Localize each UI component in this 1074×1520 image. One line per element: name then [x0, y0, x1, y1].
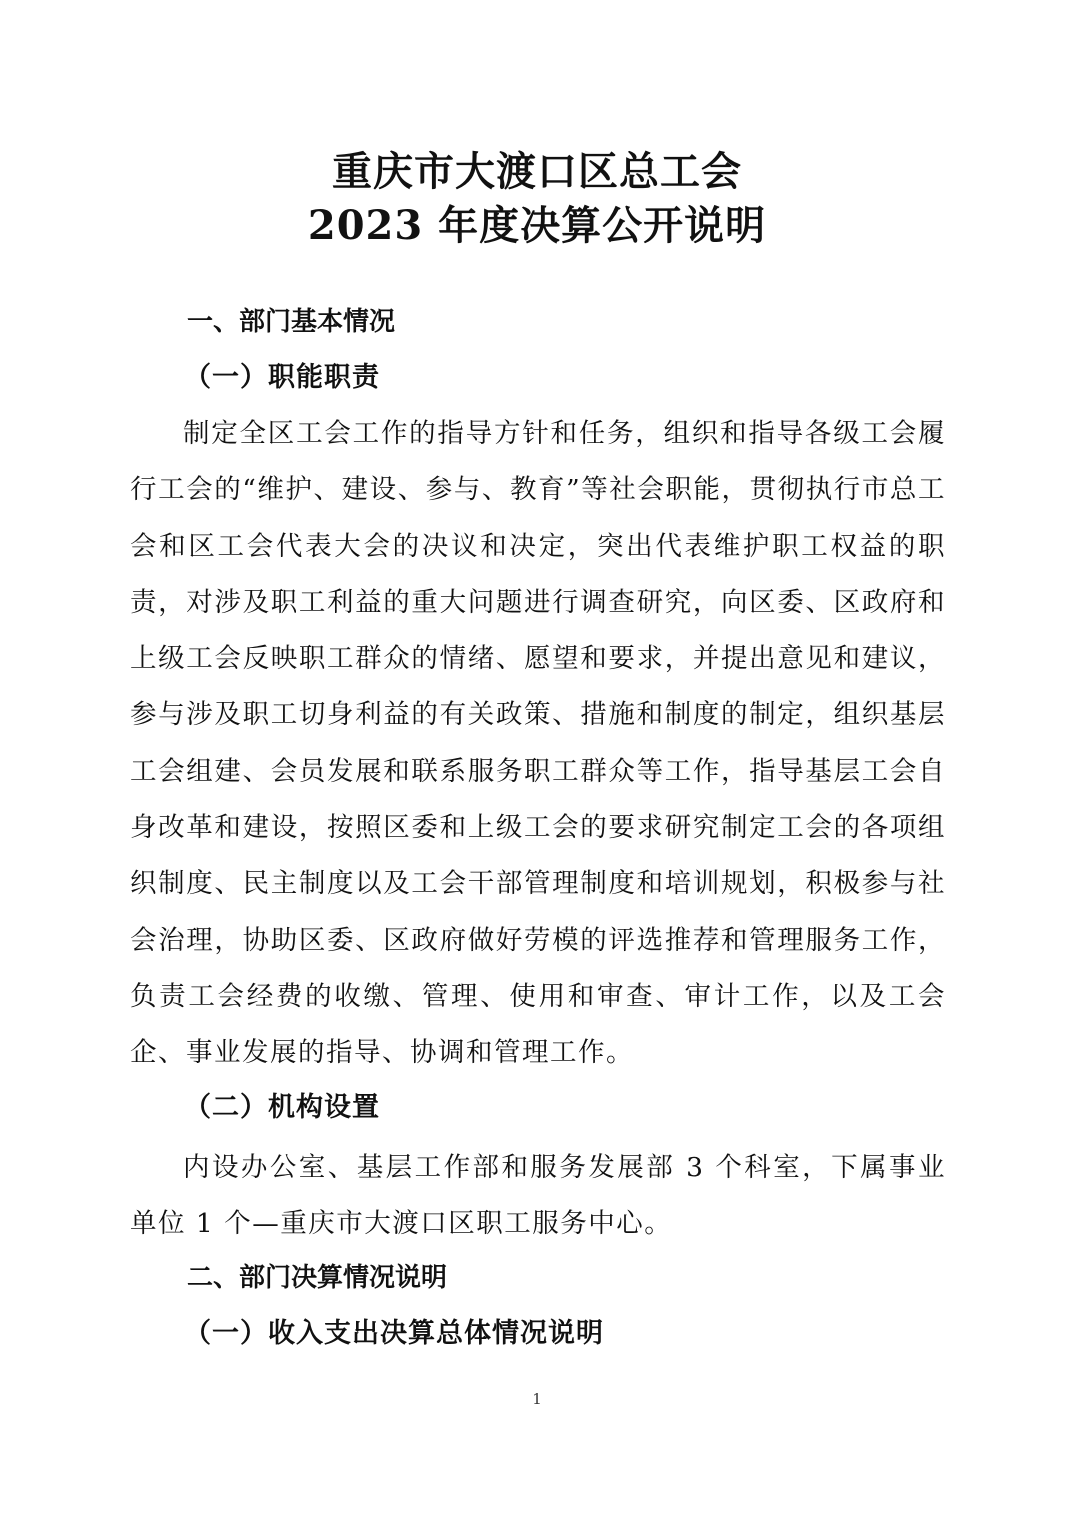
section-heading-final-accounts: 二、部门决算情况说明: [187, 1263, 448, 1293]
subsection-heading-income-expenditure: （一）收入支出决算总体情况说明: [184, 1318, 604, 1349]
duties-paragraph: 制定全区工会工作的指导方针和任务，组织和指导各级工会履行工会的“维护、建设、参与、教育”等社会职能，贯彻执行市总工会和区工会代表大会的决议和决定，突出代表维护职工权益的职责，对涉及职工利益的重大问题进行调查研究，向区委、区政府和上级工会反映职工群众的情绪、愿望和要求，并提出意见和建议，参与涉及职工切身利益的有关政策、措施和制度的制定，组织基层工会组建、会员发展和联系服务职工群众等工作，指导基层工会自身改革和建设，按照区委和上级工会的要求研究制定工会的各项组织制度、民主制度以及工会干部管理制度和培训规划，积极参与社会治理，协助区委、区政府做好劳模的评选推荐和管理服务工作，负责工会经费的收缴、管理、使用和审查、审计工作，以及工会企、事业发展的指导、协调和管理工作。: [130, 418, 946, 1069]
page-number: 1: [532, 1390, 542, 1408]
organization-paragraph: 内设办公室、基层工作部和服务发展部 3 个科室，下属事业单位 1 个—重庆市大渡口区职工服务中心。: [130, 1152, 946, 1240]
subsection-heading-organization: （二）机构设置: [184, 1092, 380, 1123]
subsection-heading-duties: （一）职能职责: [184, 362, 380, 393]
document-title-line-1: 重庆市大渡口区总工会: [332, 148, 742, 195]
section-heading-basic-info: 一、部门基本情况: [187, 307, 396, 337]
document-title-line-2: 2023 年度决算公开说明: [307, 202, 767, 249]
